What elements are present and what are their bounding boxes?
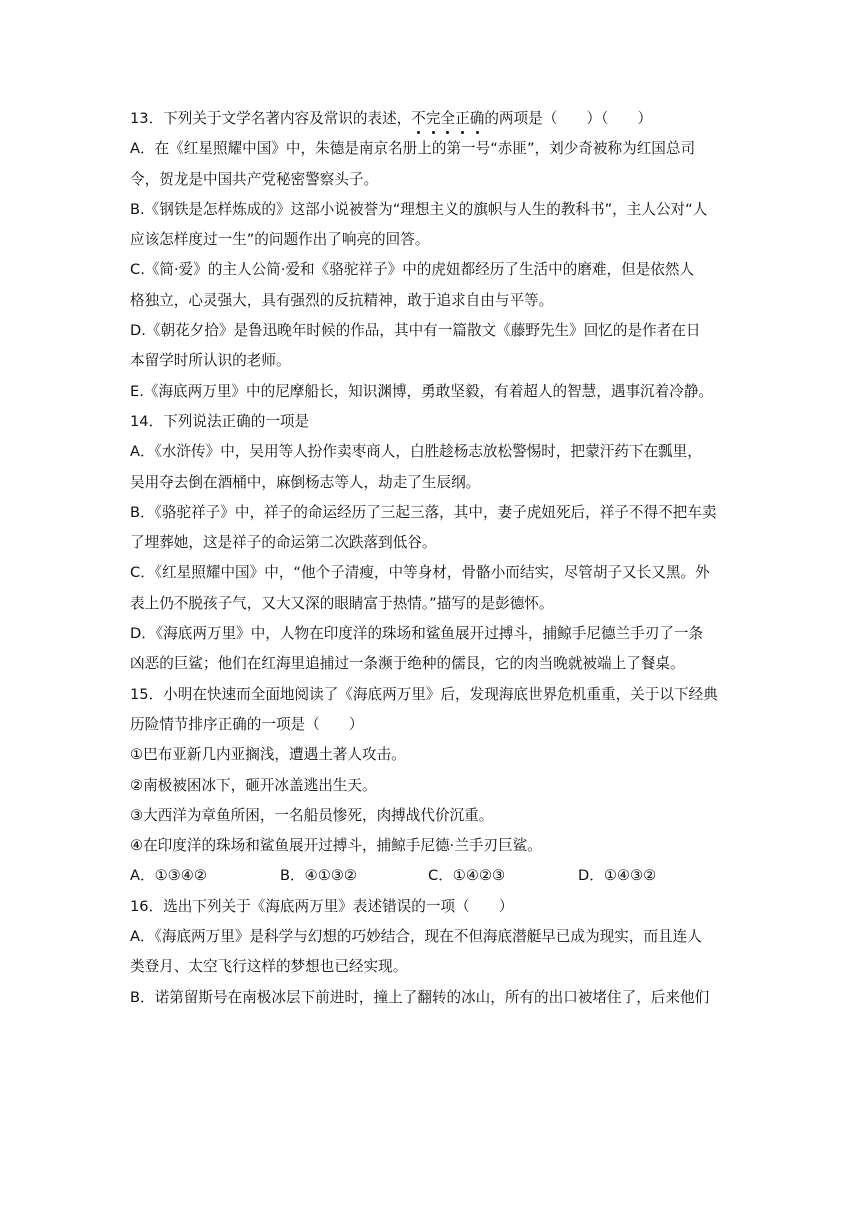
option-d-line-2: 本留学时所认识的老师。 [130,352,291,370]
option-c-line-1: C.《简·爱》的主人公简·爱和《骆驼祥子》中的虎妞都经历了生活中的磨难，但是依然人 [130,261,695,279]
option-c-line-1: C．《红星照耀中国》中，“他个子清瘦，中等身材，骨骼小而结实，尽管胡子又长又黑。外 [130,564,710,582]
option-d-line-2: 凶恶的巨鲨；他们在红海里追捕过一条濒于绝种的儒艮，它的肉当晚就被端上了餐桌。 [130,655,685,673]
option-b-line-2: 应该怎样度过一生”的问题作出了响亮的回答。 [130,231,430,249]
emphasis-char: 正 [455,104,470,134]
option-d-line-1: D.《朝花夕拾》是鲁迅晚年时候的作品，其中有一篇散文《藤野先生》回忆的是作者在日 [130,322,701,340]
question-stem-line-2: 历险情节排序正确的一项是（ ） [130,715,364,733]
question-stem-line-1: 15．小明在快速而全面地阅读了《海底两万里》后，发现海底世界危机重重，关于以下经典 [130,685,718,703]
option-c-line-2: 表上仍不脱孩子气，又大又深的眼睛富于热情。”描写的是彭德怀。 [130,594,554,612]
option-b-line-1: B．诺第留斯号在南极冰层下前进时，撞上了翻转的冰山，所有的出口被堵住了，后来他们 [130,988,710,1006]
emphasis-char: 不 [411,104,426,134]
emphasis-char: 全 [440,104,455,134]
question-14 [130,407,732,680]
plot-item-4: ④在印度洋的珠场和鲨鱼展开过搏斗，捕鲸手尼德·兰手刃巨鲨。 [130,837,542,855]
option-e-line-1: E.《海底两万里》中的尼摩船长，知识渊博，勇敢坚毅，有着超人的智慧，遇事沉着冷静。 [130,382,714,400]
choice-c: C．①④②③ [428,867,506,885]
plot-item-1: ①巴布亚新几内亚搁浅，遭遇土著人攻击。 [130,746,406,764]
option-c-line-2: 格独立，心灵强大，具有强烈的反抗精神，敢于追求自由与平等。 [130,291,554,309]
answer-choices [130,861,732,891]
plot-item-2: ②南极被困冰下，砸开冰盖逃出生天。 [130,776,377,794]
emphasis-char: 确 [470,104,485,134]
question-stem: 16．选出下列关于《海底两万里》表述错误的一项（ ） [130,897,514,915]
option-a-line-2: 吴用夺去倒在酒桶中，麻倒杨志等人，劫走了生辰纲。 [130,473,481,491]
option-a-line-1: A．《海底两万里》是科学与幻想的巧妙结合，现在不但海底潜艇早已成为现实，而且连人 [130,928,702,946]
question-stem: 13．下列关于文学名著内容及常识的表述，不完全正确的两项是（ ）（ ） [130,104,732,134]
question-15 [130,680,732,892]
emphasis-char: 完 [426,104,441,134]
question-stem: 14．下列说法正确的一项是 [130,412,310,430]
option-b-line-1: B.《钢铁是怎样炼成的》这部小说被誉为“理想主义的旗帜与人生的教科书”，主人公对“人 [130,200,708,218]
option-b-line-1: B．《骆驼祥子》中，祥子的命运经历了三起三落，其中，妻子虎妞死后，祥子不得不把车卖 [130,503,717,521]
option-d-line-1: D．《海底两万里》中，人物在印度洋的珠场和鲨鱼展开过搏斗，捕鲸手尼德兰手刃了一条 [130,625,704,643]
exam-content [130,104,732,1013]
option-a-line-1: A．《水浒传》中，吴用等人扮作卖枣商人，白胜趁杨志放松警惕时，把蒙汗药下在瓢里， [130,443,702,461]
choice-b: B．④①③② [280,867,357,885]
question-16 [130,892,732,1013]
option-a-line-2: 类登月、太空飞行这样的梦想也已经实现。 [130,958,408,976]
option-a-line-2: 令，贺龙是中国共产党秘密警察头子。 [130,170,379,188]
choice-a: A．①③④② [130,867,207,885]
option-b-line-2: 了埋葬她，这是祥子的命运第二次跌落到低谷。 [130,534,437,552]
option-a-line-1: A．在《红星照耀中国》中，朱德是南京名册上的第一号“赤匪”，刘少奇被称为红国总司 [130,140,696,158]
plot-item-3: ③大西洋为章鱼所困，一名船员惨死，肉搏战代价沉重。 [130,806,494,824]
question-13 [130,104,732,407]
choice-d: D．①④③② [578,867,657,885]
